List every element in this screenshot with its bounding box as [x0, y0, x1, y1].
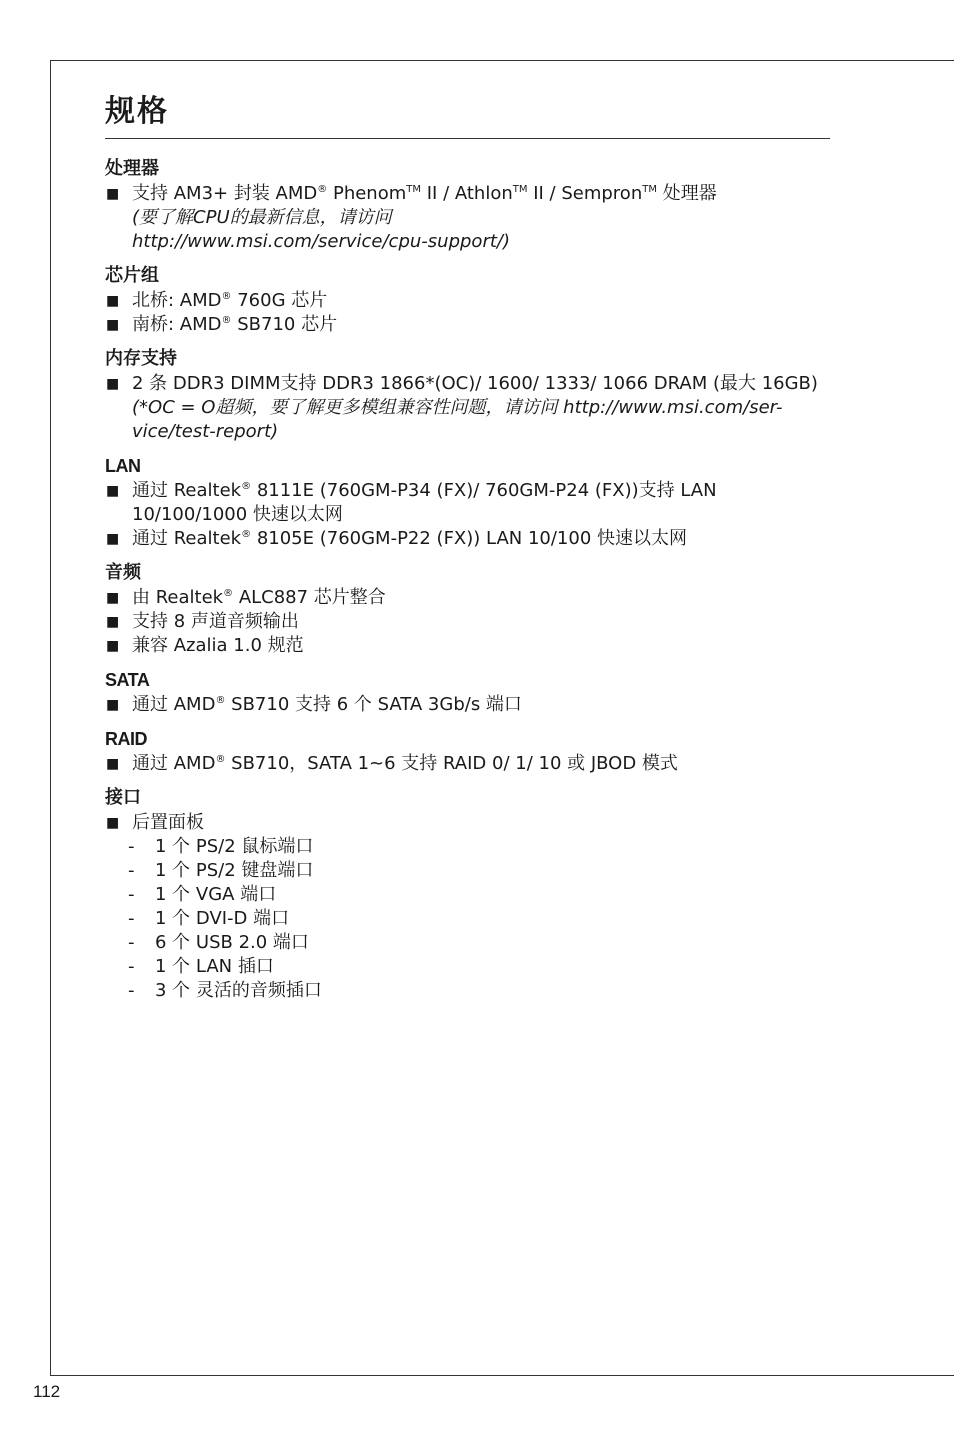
section-raid	[105, 727, 830, 776]
section-heading-audio: 音频	[105, 562, 141, 583]
section-heading-lan: LAN	[105, 456, 141, 476]
cpu-support-link: http://www.msi.com/service/cpu-support/)	[132, 231, 510, 252]
bullet-icon: ■	[106, 815, 120, 831]
list-item: ■ 通过 AMD® SB710 支持 6 个 SATA 3Gb/s 端口	[106, 694, 522, 715]
section-heading-connectors: 接口	[105, 787, 141, 808]
memory-note: (*OC = O超频，要了解更多模组兼容性问题，请访问 http://www.msi.com/ser- vice/test-report)	[132, 397, 783, 442]
bullet-icon: ■	[106, 756, 120, 772]
section-heading-sata: SATA	[105, 670, 150, 690]
section-lan	[105, 454, 830, 551]
bullet-icon: ■	[106, 186, 120, 202]
bullet-icon: ■	[106, 376, 120, 392]
frame-top-rule	[50, 60, 954, 61]
dash-icon: -	[128, 836, 135, 857]
list-item: ■ 支持 8 声道音频输出	[106, 611, 299, 632]
list-item: ■ 通过 Realtek® 8105E (760GM-P22 (FX)) LAN 10/100 快速以太网	[106, 528, 688, 549]
bullet-icon: ■	[106, 531, 120, 547]
section-sata	[105, 668, 830, 717]
bullet-icon: ■	[106, 317, 120, 333]
list-item: ■ 北桥: AMD® 760G 芯片	[106, 290, 328, 311]
page-title: 规格	[105, 92, 830, 139]
bullet-icon: ■	[106, 483, 120, 499]
sub-list-item: - 1 个 LAN 插口	[128, 956, 274, 977]
dash-icon: -	[128, 884, 135, 905]
list-item: ■ 通过 Realtek® 8111E (760GM-P34 (FX)/ 760GM-P24 (FX))支持 LAN 10/100/1000 快速以太网	[106, 480, 717, 525]
dash-icon: -	[128, 956, 135, 977]
dash-icon: -	[128, 908, 135, 929]
specifications-content	[105, 92, 830, 1007]
list-item: ■ 2 条 DDR3 DIMM支持 DDR3 1866*(OC)/ 1600/ 1333/ 1066 DRAM (最大 16GB) (*OC = O超频，要了解更多模组兼容性问题，请访问 http://www.msi.com/ser- vice/test-report)	[105, 372, 830, 444]
dash-icon: -	[128, 860, 135, 881]
bullet-icon: ■	[106, 293, 120, 309]
bullet-icon: ■	[106, 590, 120, 606]
list-item: ■ 通过 AMD® SB710，SATA 1~6 支持 RAID 0/ 1/ 10 或 JBOD 模式	[106, 753, 678, 774]
sub-list-item: - 1 个 PS/2 鼠标端口	[128, 836, 314, 857]
dash-icon: -	[128, 932, 135, 953]
section-audio	[105, 561, 830, 658]
sub-list-item: - 6 个 USB 2.0 端口	[128, 932, 309, 953]
section-heading-chipset: 芯片组	[105, 265, 159, 286]
section-heading-cpu: 处理器	[105, 158, 159, 179]
frame-bottom-rule	[50, 1375, 954, 1376]
bullet-icon: ■	[106, 638, 120, 654]
bullet-icon: ■	[106, 614, 120, 630]
sub-list-item: - 1 个 PS/2 键盘端口	[128, 860, 314, 881]
list-item: ■ 支持 AM3+ 封装 AMD® Phenom™ II / Athlon™ II / Sempron™ 处理器 (要了解CPU的最新信息，请访问 http://www.msi.com/service/cpu-support/)	[105, 182, 830, 254]
dash-icon: -	[128, 980, 135, 1001]
sub-list-item: - 1 个 DVI-D 端口	[128, 908, 290, 929]
list-item: ■ 后置面板	[106, 812, 204, 833]
section-memory	[105, 347, 830, 444]
section-heading-memory: 内存支持	[105, 348, 177, 369]
section-cpu	[105, 157, 830, 254]
list-item: ■ 南桥: AMD® SB710 芯片	[106, 314, 338, 335]
bullet-icon: ■	[106, 697, 120, 713]
page-number: 112	[33, 1382, 61, 1401]
section-connectors	[105, 786, 830, 1003]
section-heading-raid: RAID	[105, 729, 147, 749]
sub-list-item: - 1 个 VGA 端口	[128, 884, 277, 905]
sub-list-item: - 3 个 灵活的音频插口	[128, 980, 322, 1001]
section-chipset	[105, 264, 830, 337]
frame-left-rule	[50, 60, 51, 1376]
list-item: ■ 由 Realtek® ALC887 芯片整合	[106, 587, 386, 608]
list-item: ■ 兼容 Azalia 1.0 规范	[106, 635, 304, 656]
cpu-note: (要了解CPU的最新信息，请访问	[132, 207, 392, 228]
